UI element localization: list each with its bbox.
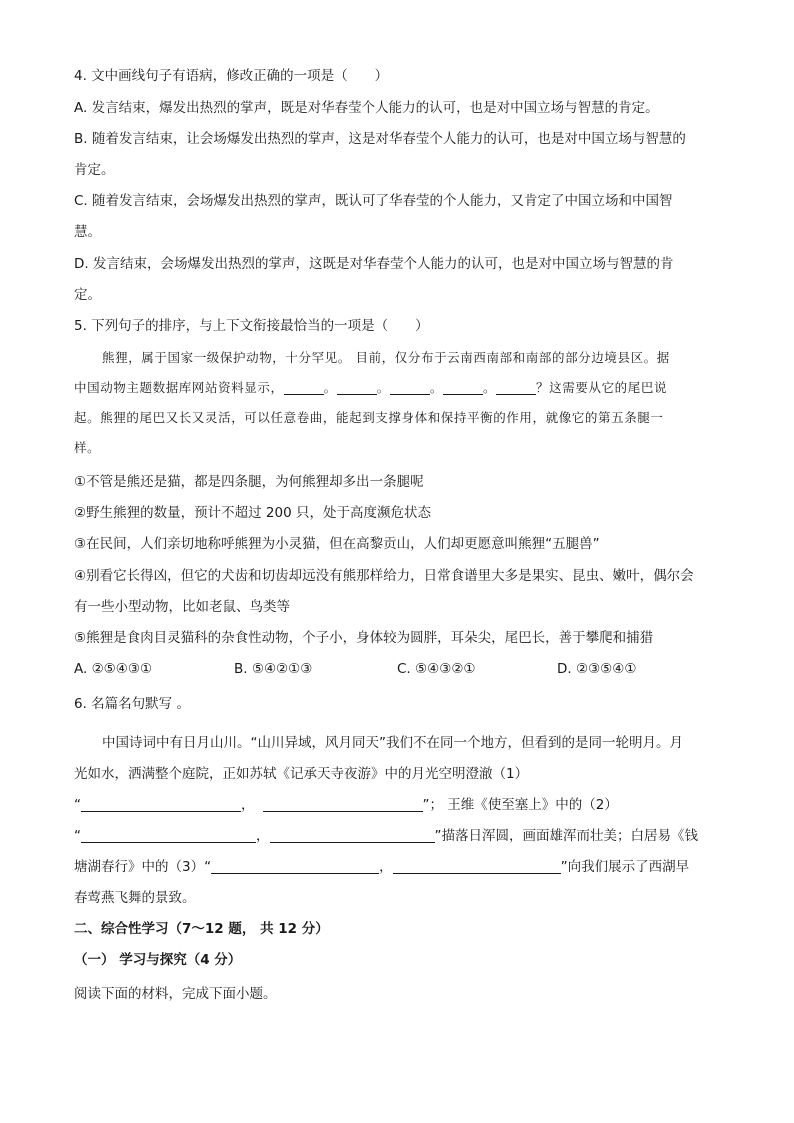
q5-sentence-4-line2: 有一些小型动物，比如老鼠、鸟类等 <box>74 599 290 615</box>
q5-option-c[interactable]: C. ⑤④③②① <box>397 661 476 677</box>
q6-paragraph-line5: 塘湖春行》中的（3）“ ， ”向我们展示了西湖早 <box>74 859 690 875</box>
q5-passage-line3: 起。熊狸的尾巴又长又灵活，可以任意卷曲，能起到支撑身体和保持平衡的作用，就像它的第五条腿一 <box>74 410 664 425</box>
section-2-subtitle: （一） 学习与探究（4 分） <box>74 952 242 968</box>
q4-option-a: A. 发言结束，爆发出热烈的掌声，既是对华春莹个人能力的认可，也是对中国立场与智慧的肯定。 <box>74 100 659 116</box>
q5-sentence-3: ③在民间，人们亲切地称呼熊狸为小灵猫，但在高黎贡山，人们却更愿意叫熊狸“五腿兽” <box>74 536 600 552</box>
q6-blank-3a[interactable] <box>211 859 379 874</box>
q5-blank-3[interactable] <box>390 380 430 395</box>
q6-paragraph-line6: 春莺燕飞舞的景致。 <box>74 890 196 906</box>
q6-blank-2b[interactable] <box>270 828 435 843</box>
q5-option-a[interactable]: A. ②⑤④③① <box>74 661 153 677</box>
q6-stem: 6. 名篇名句默写 。 <box>74 696 190 712</box>
q4-option-b-line1: B. 随着发言结束，让会场爆发出热烈的掌声，这是对华春莹个人能力的认可，也是对中国立场与智慧的 <box>74 131 686 147</box>
q4-option-c-line1: C. 随着发言结束，会场爆发出热烈的掌声，既认可了华春莹的个人能力，又肯定了中国立场和中国智 <box>74 193 673 209</box>
q5-blank-4[interactable] <box>443 380 483 395</box>
q4-stem: 4. 文中画线句子有语病，修改正确的一项是（ ） <box>74 68 389 84</box>
q5-sentence-5: ⑤熊狸是食肉目灵猫科的杂食性动物，个子小，身体较为圆胖，耳朵尖，尾巴长，善于攀爬和捕猎 <box>74 630 654 646</box>
section-2-instruction: 阅读下面的材料，完成下面小题。 <box>74 986 277 1002</box>
q6-paragraph-line2: 光如水，洒满整个庭院，正如苏轼《记承天寺夜游》中的月光空明澄澈（1） <box>74 766 529 782</box>
q6-blank-2a[interactable] <box>81 828 256 843</box>
q6-blank-3b[interactable] <box>393 859 561 874</box>
q6-paragraph-line1: 中国诗词中有日月山川。“山川异域，风月同天”我们不在同一个地方，但看到的是同一轮明月。月 <box>102 735 683 751</box>
q5-sentence-2: ②野生熊狸的数量，预计不超过 200 只，处于高度濒危状态 <box>74 505 431 521</box>
q5-blank-5[interactable] <box>496 380 536 395</box>
q5-blank-1[interactable] <box>284 380 324 395</box>
q6-paragraph-line4: “ ， ”描落日浑圆，画面雄浑而壮美；白居易《钱 <box>74 828 698 844</box>
q5-sentence-4-line1: ④别看它长得凶，但它的犬齿和切齿却远没有熊那样给力，日常食谱里大多是果实、昆虫、嫩叶，偶尔会 <box>74 568 694 584</box>
q5-passage-line2-pre: 中国动物主题数据库网站资料显示， <box>74 380 284 395</box>
section-2-title: 二、综合性学习（7～12 题， 共 12 分） <box>74 921 329 937</box>
q4-option-b-line2: 肯定。 <box>74 162 115 178</box>
q5-sentence-1: ①不管是熊还是猫，都是四条腿，为何熊狸却多出一条腿呢 <box>74 474 424 490</box>
q6-blank-1a[interactable] <box>81 797 241 812</box>
q4-option-c-line2: 慧。 <box>74 224 101 240</box>
q4-option-d-line1: D. 发言结束，会场爆发出热烈的掌声，这既是对华春莹个人能力的认可，也是对中国立场与智慧的肯 <box>74 256 674 272</box>
q4-option-d-line2: 定。 <box>74 287 101 303</box>
q5-stem: 5. 下列句子的排序，与上下文衔接最恰当的一项是（ ） <box>74 318 429 334</box>
q5-passage-line1: 熊狸，属于国家一级保护动物，十分罕见。 目前，仅分布于云南西南部和南部的部分边境县区。据 <box>102 350 670 365</box>
q6-paragraph-line3: “ ， ”； 王维《使至塞上》中的（2） <box>74 797 618 813</box>
q5-option-d[interactable]: D. ②③⑤④① <box>557 661 637 677</box>
q5-passage-line2: 中国动物主题数据库网站资料显示， 。 。 。 。 ？这需要从它的尾巴说 <box>74 380 668 395</box>
q5-blank-2[interactable] <box>337 380 377 395</box>
q6-blank-1b[interactable] <box>263 797 423 812</box>
q5-option-b[interactable]: B. ⑤④②①③ <box>234 661 313 677</box>
q5-passage-line4: 样。 <box>74 440 101 455</box>
q5-passage-line2-post: ？这需要从它的尾巴说 <box>536 380 668 395</box>
